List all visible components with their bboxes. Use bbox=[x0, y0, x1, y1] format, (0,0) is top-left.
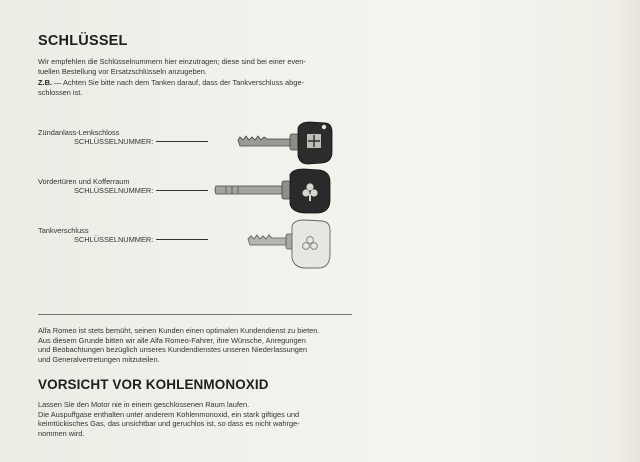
key-number-line bbox=[156, 190, 208, 191]
key-entry-ignition: Zündanlass-Lenkschloss SCHLÜSSELNUMMER: bbox=[38, 128, 208, 147]
section-title-carbon-monoxide: VORSICHT VOR KOHLENMONOXID bbox=[38, 377, 269, 392]
key-entry-doors-trunk: Vordertüren und Kofferraum SCHLÜSSELNUMMER: bbox=[38, 177, 208, 196]
fuel-cap-key-icon bbox=[244, 216, 336, 272]
example-label: Z.B. bbox=[38, 78, 52, 87]
keys-intro-paragraph: Wir empfehlen die Schlüsselnummern hier einzutragen; diese sind bei einer even- tuellen Bestellung vor Ersatzschlüsseln anzugeben. bbox=[38, 57, 306, 76]
customer-service-paragraph: Alfa Romeo ist stets bemüht, seinen Kunden einen optimalen Kundendienst zu bieten. Aus diesem Grunde bitten wir alle Alfa Romeo-Fahrer, ihre Wünsche, Anregungen und Beobachtungen bezüglich unseres Kundendienstes unseren Niederlassungen und Generalvertretungen mitzuteilen. bbox=[38, 326, 320, 364]
key-number-line bbox=[156, 239, 208, 240]
carbon-monoxide-paragraph: Lassen Sie den Motor nie in einem geschlossenen Raum laufen. Die Auspuffgase enthalten unter anderem Kohlenmonoxid, ein stark giftiges und keimtückisches Gas, das unsichtbar und geruchlos ist, so dass es nicht wahrge- nommen wird. bbox=[38, 400, 300, 438]
keys-example-paragraph: Z.B. — Achten Sie bitte nach dem Tanken darauf, dass der Tankverschluss abge- schlossen ist. bbox=[38, 78, 304, 97]
ignition-key-icon bbox=[232, 118, 336, 166]
key-number-line bbox=[156, 141, 208, 142]
section-divider bbox=[38, 314, 352, 315]
door-trunk-key-icon bbox=[212, 166, 336, 216]
key-entry-fuel-cap: Tankverschluss SCHLÜSSELNUMMER: bbox=[38, 226, 208, 245]
section-title-keys: SCHLÜSSEL bbox=[38, 33, 128, 49]
